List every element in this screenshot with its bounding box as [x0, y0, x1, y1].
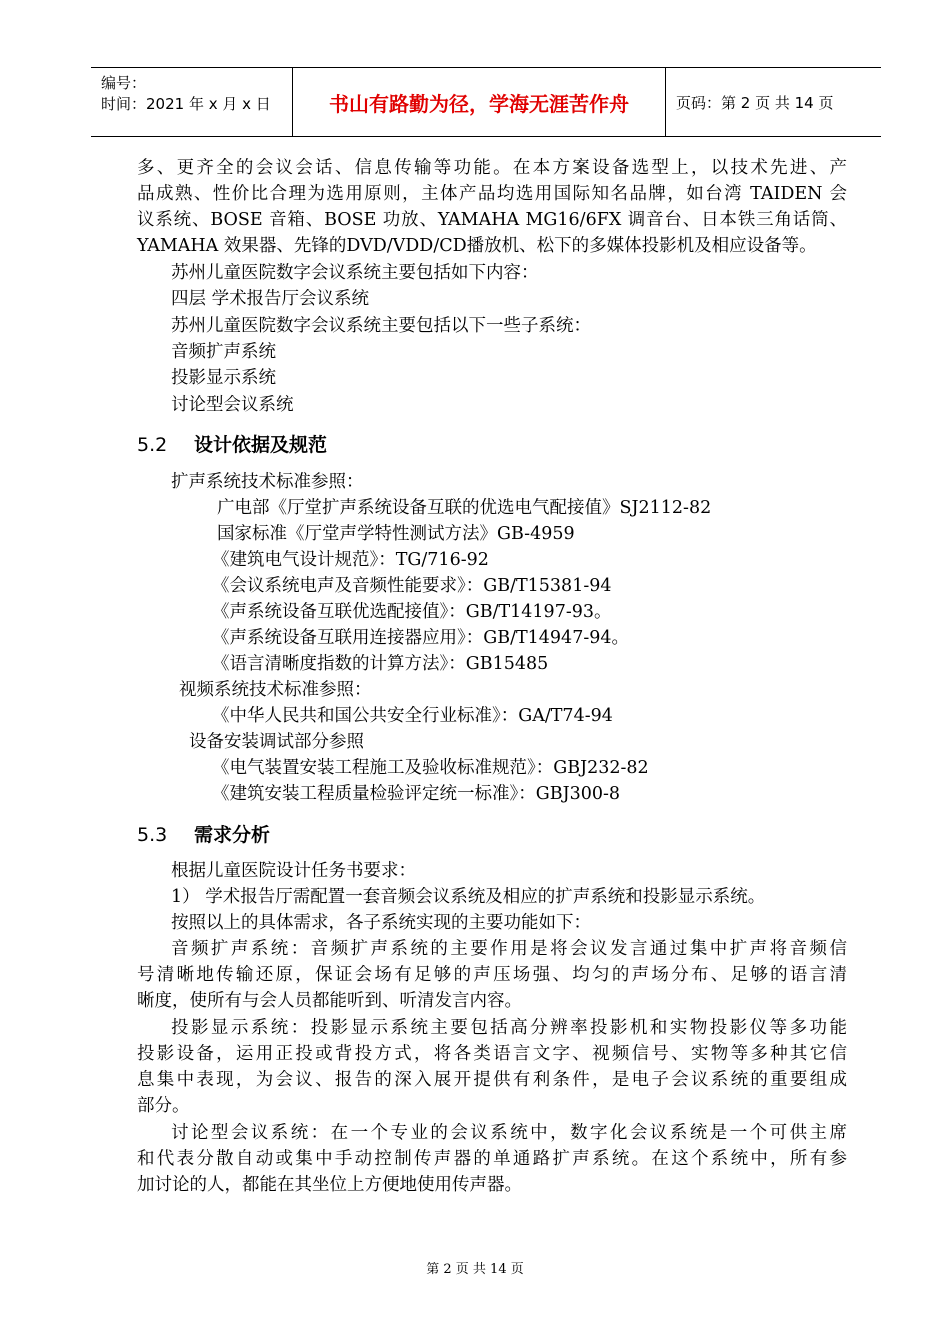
requirements-line: 投影显示系统：投影显示系统主要包括高分辨率投影机和实物投影仪等多功能 [171, 1018, 847, 1038]
standards-line: 《电气装置安装工程施工及验收标准规范》：GBJ232-82 [212, 758, 649, 778]
section-heading-5-3 [137, 820, 270, 847]
requirements-line: 号清晰地传输还原，保证会场有足够的声压场强、均匀的声场分布、足够的语言清 [137, 965, 847, 985]
intro-line: 投影显示系统 [171, 368, 276, 388]
doc-number-label: 编号： [101, 74, 147, 92]
page-header [91, 67, 881, 137]
section-title: 设计依据及规范 [194, 434, 328, 456]
requirements-line: 1） 学术报告厅需配置一套音频会议系统及相应的扩声系统和投影显示系统。 [171, 887, 766, 907]
intro-line: YAMAHA 效果器、先锋的DVD/VDD/CD播放机、松下的多媒体投影机及相应设备等。 [137, 236, 817, 256]
intro-line: 议系统、BOSE 音箱、BOSE 功放、YAMAHA MG16/6FX 调音台、日本铁三角话筒、 [137, 210, 847, 230]
header-page-number: 页码：第 2 页 共 14 页 [676, 94, 834, 112]
requirements-line: 部分。 [137, 1096, 190, 1116]
doc-time-label: 时间：2021 年 x 月 x 日 [101, 95, 271, 113]
intro-line: 讨论型会议系统 [171, 395, 294, 415]
requirements-line: 根据儿童医院设计任务书要求： [171, 861, 416, 881]
requirements-line: 晰度，使所有与会人员都能听到、听清发言内容。 [137, 991, 522, 1011]
intro-line: 苏州儿童医院数字会议系统主要包括如下内容： [171, 263, 539, 283]
standards-line: 《建筑安装工程质量检验评定统一标准》：GBJ300-8 [212, 784, 621, 804]
header-page-cell [666, 68, 881, 136]
intro-line: 音频扩声系统 [171, 342, 276, 362]
requirements-line: 音频扩声系统：音频扩声系统的主要作用是将会议发言通过集中扩声将音频信 [171, 939, 847, 959]
section-number: 5.3 [137, 824, 168, 846]
section-heading-5-2 [137, 430, 327, 457]
section-title: 需求分析 [194, 824, 271, 846]
standards-line: 视频系统技术标准参照： [179, 680, 372, 700]
standards-line: 扩声系统技术标准参照： [171, 472, 364, 492]
standards-line: 《语言清晰度指数的计算方法》：GB15485 [212, 654, 549, 674]
header-motto: 书山有路勤为径，学海无涯苦作舟 [329, 92, 629, 116]
section-number: 5.2 [137, 434, 168, 456]
standards-line: 《声系统设备互联优选配接值》：GB/T14197-93。 [212, 602, 612, 622]
requirements-line: 投影设备，运用正投或背投方式，将各类语言文字、视频信号、实物等多种其它信 [137, 1044, 847, 1064]
intro-line: 四层 学术报告厅会议系统 [171, 289, 370, 309]
intro-line: 多、更齐全的会议会话、信息传输等功能。在本方案设备选型上，以技术先进、产 [137, 158, 847, 178]
standards-line: 《会议系统电声及音频性能要求》：GB/T15381-94 [212, 576, 612, 596]
standards-line: 国家标准《厅堂声学特性测试方法》GB-4959 [217, 524, 575, 544]
header-motto-cell [293, 68, 666, 136]
intro-line: 苏州儿童医院数字会议系统主要包括以下一些子系统： [171, 316, 591, 336]
requirements-line: 加讨论的人，都能在其坐位上方便地使用传声器。 [137, 1175, 522, 1195]
requirements-line: 和代表分散自动或集中手动控制传声器的单通路扩声系统。在这个系统中，所有参 [137, 1149, 847, 1169]
standards-line: 《声系统设备互联用连接器应用》：GB/T14947-94。 [212, 628, 630, 648]
intro-line: 品成熟、性价比合理为选用原则，主体产品均选用国际知名品牌，如台湾 TAIDEN 会 [137, 184, 847, 204]
requirements-line: 按照以上的具体需求，各子系统实现的主要功能如下： [171, 913, 591, 933]
standards-line: 设备安装调试部分参照 [189, 732, 364, 752]
header-meta-cell [91, 68, 293, 136]
standards-line: 广电部《厅堂扩声系统设备互联的优选电气配接值》SJ2112-82 [217, 498, 712, 518]
requirements-line: 讨论型会议系统：在一个专业的会议系统中，数字化会议系统是一个可供主席 [171, 1123, 847, 1143]
standards-line: 《建筑电气设计规范》：TG/716-92 [212, 550, 489, 570]
page-footer: 第 2 页 共 14 页 [426, 1262, 524, 1277]
requirements-line: 息集中表现，为会议、报告的深入展开提供有利条件，是电子会议系统的重要组成 [137, 1070, 847, 1090]
standards-line: 《中华人民共和国公共安全行业标准》：GA/T74-94 [212, 706, 613, 726]
